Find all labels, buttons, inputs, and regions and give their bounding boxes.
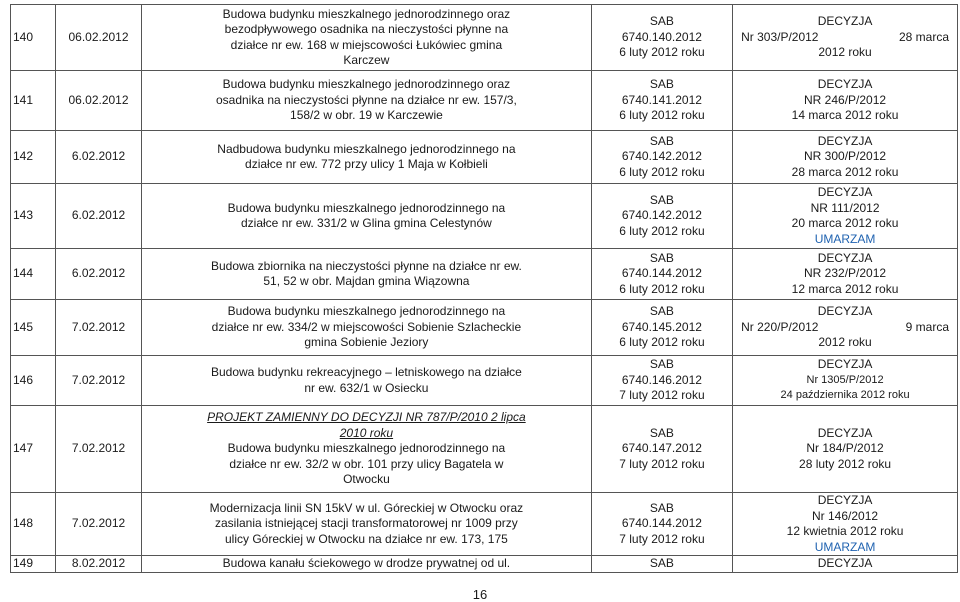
description-line: Budowa kanału ściekowego w drodze prywatnej od ul.: [222, 556, 511, 571]
entry-number: 142: [11, 131, 56, 184]
sab-label: SAB: [649, 133, 674, 148]
decision-date: 12 kwietnia 2012 roku: [786, 524, 904, 538]
sab-date: 6 luty 2012 roku: [619, 281, 705, 296]
entry-description: [142, 300, 592, 356]
decision-date: 24 października 2012 roku: [780, 389, 910, 402]
decision-cell: [733, 184, 958, 249]
sab-label: SAB: [649, 14, 674, 29]
sab-reference: [591, 493, 732, 556]
description-line: działce nr ew. 331/2 w Glina gmina Celestynów: [241, 216, 492, 230]
register-table: [10, 4, 958, 573]
entry-number: 148: [11, 493, 56, 556]
entry-number: 145: [11, 300, 56, 356]
description-line: Nadbudowa budynku mieszkalnego jednorodzinnego na: [217, 141, 516, 156]
decision-date-cont: 2012 roku: [818, 45, 872, 60]
entry-description: [142, 406, 592, 493]
table-row: [11, 556, 958, 573]
decision-number-line: [735, 320, 955, 336]
description-line: Karczew: [343, 53, 390, 67]
entry-date: 06.02.2012: [55, 71, 141, 131]
table-row: [11, 71, 958, 131]
sab-number: 6740.146.2012: [621, 372, 702, 387]
description-line: ulicy Góreckiej w Otwocku na działce nr ew. 173, 175: [225, 531, 508, 546]
entry-date: 6.02.2012: [55, 131, 141, 184]
sab-label: SAB: [649, 357, 674, 372]
entry-description: [142, 249, 592, 300]
sab-reference: [591, 71, 732, 131]
decision-cell: [733, 71, 958, 131]
table-row: [11, 406, 958, 493]
sab-reference: [591, 356, 732, 406]
table-row: [11, 356, 958, 406]
decision-number: NR 232/P/2012: [804, 266, 887, 281]
description-line: działce nr ew. 32/2 w obr. 101 przy ulicy Bagatela w: [229, 456, 504, 471]
entry-description: [142, 493, 592, 556]
entry-date: 06.02.2012: [55, 5, 141, 71]
description-line: gmina Sobienie Jeziory: [304, 335, 429, 350]
sab-number: 6740.147.2012: [621, 441, 702, 456]
decision-label: DECYZJA: [817, 250, 873, 265]
table-row: [11, 131, 958, 184]
entry-date: 7.02.2012: [55, 406, 141, 493]
entry-description: [142, 71, 592, 131]
description-line: Budowa budynku rekreacyjnego – letniskowego na działce: [210, 365, 522, 379]
decision-number-line: [735, 30, 955, 46]
description-line: Modernizacja linii SN 15kV w ul. Góreckiej w Otwocku oraz: [209, 500, 524, 515]
decision-date: 14 marca 2012 roku: [791, 108, 899, 123]
entry-description: [142, 356, 592, 406]
decision-number: NR 111/2012: [810, 200, 880, 215]
sab-number: 6740.142.2012: [621, 149, 702, 164]
sab-reference: [591, 556, 732, 573]
decision-date: 12 marca 2012 roku: [791, 281, 899, 296]
page-number: 16: [472, 587, 488, 602]
sab-label: SAB: [649, 77, 674, 92]
entry-description: [142, 5, 592, 71]
entry-number: 146: [11, 356, 56, 406]
entry-number: 143: [11, 184, 56, 249]
sab-label: SAB: [649, 304, 674, 319]
description-line: Budowa budynku mieszkalnego jednorodzinnego na: [227, 441, 506, 456]
sab-date: 6 luty 2012 roku: [619, 45, 705, 60]
decision-date: 20 marca 2012 roku: [791, 216, 899, 230]
description-line: zasilania istniejącej stacji transformatorowej nr 1009 przy: [215, 516, 518, 531]
sab-date: 6 luty 2012 roku: [619, 335, 705, 350]
sab-date: 7 luty 2012 roku: [619, 456, 705, 471]
decision-label: DECYZJA: [817, 556, 873, 571]
sab-label: SAB: [649, 556, 674, 571]
sab-label: SAB: [649, 425, 674, 440]
table-row: [11, 5, 958, 71]
decision-label: DECYZJA: [817, 14, 873, 29]
entry-description: [142, 184, 592, 249]
sab-date: 6 luty 2012 roku: [619, 223, 705, 238]
table-row: [11, 184, 958, 249]
umarzam-badge: UMARZAM: [814, 539, 876, 554]
sab-number: 6740.145.2012: [621, 319, 702, 334]
description-line: działce nr ew. 772 przy ulicy 1 Maja w Kołbieli: [245, 157, 488, 171]
decision-date: 9 marca: [905, 319, 949, 334]
decision-number: Nr 1305/P/2012: [806, 373, 884, 386]
decision-number: Nr 146/2012: [812, 508, 879, 523]
decision-label: DECYZJA: [817, 493, 873, 507]
entry-description: [142, 556, 592, 573]
sab-number: 6740.141.2012: [621, 92, 702, 107]
decision-number: NR 246/P/2012: [804, 92, 887, 107]
table-row: [11, 493, 958, 556]
decision-cell: [733, 406, 958, 493]
decision-number: Nr 303/P/2012: [741, 29, 819, 44]
table-row: [11, 300, 958, 356]
description-line: osadnika na nieczystości płynne na działce nr ew. 157/3,: [215, 92, 517, 107]
sab-number: 6740.140.2012: [621, 29, 702, 44]
entry-number: 149: [11, 556, 56, 573]
description-line: nr ew. 632/1 w Osiecku: [304, 380, 429, 395]
entry-date: 6.02.2012: [55, 184, 141, 249]
decision-label: DECYZJA: [817, 425, 873, 440]
decision-date: 28 marca 2012 roku: [791, 164, 899, 179]
entry-date: 7.02.2012: [55, 300, 141, 356]
decision-label: DECYZJA: [817, 185, 873, 199]
sab-date: 6 luty 2012 roku: [619, 164, 705, 179]
description-line: Budowa budynku mieszkalnego jednorodzinnego oraz: [222, 6, 511, 21]
project-replacement-note: 2010 roku: [339, 425, 394, 440]
project-replacement-note: PROJEKT ZAMIENNY DO DECYZJI NR 787/P/2010 2 lipca: [207, 410, 526, 425]
entry-description: [142, 131, 592, 184]
decision-number: Nr 220/P/2012: [741, 319, 819, 334]
sab-number: 6740.144.2012: [621, 516, 702, 531]
description-line: Budowa budynku mieszkalnego jednorodzinnego oraz: [222, 77, 511, 92]
decision-date-cont: 2012 roku: [818, 335, 872, 350]
decision-label: DECYZJA: [817, 304, 873, 319]
umarzam-badge: UMARZAM: [814, 231, 876, 246]
decision-cell: [733, 556, 958, 573]
sab-reference: [591, 300, 732, 356]
description-line: Budowa budynku mieszkalnego jednorodzinnego na: [227, 200, 506, 215]
sab-label: SAB: [649, 500, 674, 515]
entry-number: 141: [11, 71, 56, 131]
description-line: bezodpływowego osadnika na nieczystości płynne na: [224, 22, 509, 36]
decision-cell: [733, 300, 958, 356]
description-line: Budowa budynku mieszkalnego jednorodzinnego na: [227, 304, 506, 319]
sab-date: 7 luty 2012 roku: [619, 531, 705, 546]
sab-reference: [591, 184, 732, 249]
description-line: Budowa zbiornika na nieczystości płynne na działce nr ew.: [210, 258, 522, 273]
decision-date: 28 luty 2012 roku: [799, 456, 892, 471]
entry-date: 6.02.2012: [55, 249, 141, 300]
entry-number: 144: [11, 249, 56, 300]
entry-number: 147: [11, 406, 56, 493]
description-line: 51, 52 w obr. Majdan gmina Wiązowna: [263, 274, 470, 288]
description-line: Otwocku: [343, 472, 390, 487]
entry-number: 140: [11, 5, 56, 71]
entry-date: 8.02.2012: [55, 556, 141, 573]
sab-reference: [591, 249, 732, 300]
sab-number: 6740.144.2012: [621, 266, 702, 281]
sab-number: 6740.142.2012: [621, 208, 702, 223]
sab-label: SAB: [649, 250, 674, 265]
sab-reference: [591, 131, 732, 184]
decision-cell: [733, 493, 958, 556]
decision-cell: [733, 131, 958, 184]
sab-reference: [591, 406, 732, 493]
description-line: 158/2 w obr. 19 w Karczewie: [290, 108, 443, 123]
sab-reference: [591, 5, 732, 71]
sab-label: SAB: [649, 192, 674, 207]
description-line: działce nr ew. 168 w miejscowości Łukówiec gmina: [230, 37, 503, 52]
decision-cell: [733, 5, 958, 71]
description-line: działce nr ew. 334/2 w miejscowości Sobienie Szlacheckie: [211, 319, 522, 334]
table-row: [11, 249, 958, 300]
sab-date: 6 luty 2012 roku: [619, 108, 705, 123]
decision-number: NR 300/P/2012: [804, 149, 887, 164]
decision-label: DECYZJA: [817, 133, 873, 148]
decision-cell: [733, 249, 958, 300]
sab-date: 7 luty 2012 roku: [619, 388, 705, 403]
decision-cell: [733, 356, 958, 406]
decision-number: Nr 184/P/2012: [806, 441, 884, 456]
decision-date: 28 marca: [898, 29, 949, 44]
entry-date: 7.02.2012: [55, 356, 141, 406]
decision-label: DECYZJA: [817, 77, 873, 92]
decision-label: DECYZJA: [817, 357, 873, 372]
entry-date: 7.02.2012: [55, 493, 141, 556]
